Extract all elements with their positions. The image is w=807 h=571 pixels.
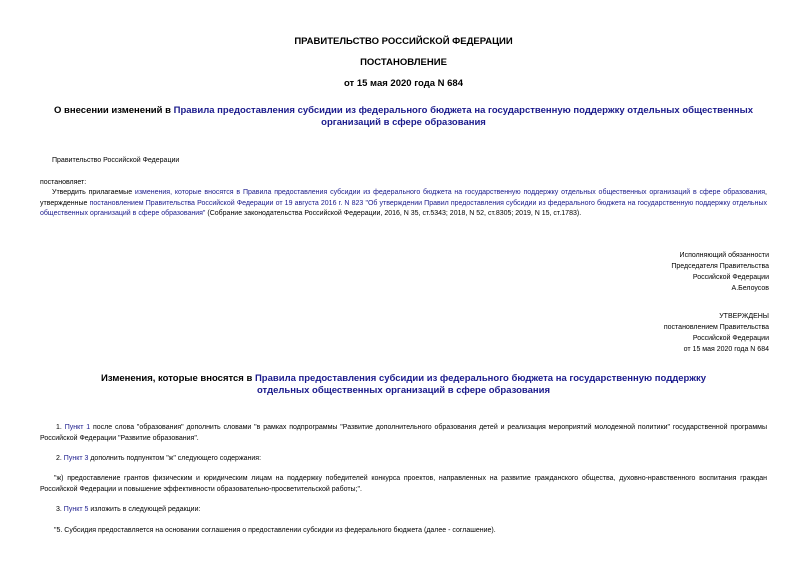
section-title: [80, 373, 727, 397]
approved-line-3: Российской Федерации: [692, 335, 769, 342]
signature-line-2: Председателя Правительства: [671, 263, 769, 270]
gov-line: Правительство Российской Федерации: [52, 157, 180, 164]
item-3-number: 3.: [56, 506, 64, 513]
item-1-number: 1.: [56, 424, 65, 431]
item-1: [40, 423, 767, 444]
doc-date: от 15 мая 2020 года N 684: [343, 78, 464, 89]
item-2: [56, 454, 261, 465]
p1-text-b: , утвержденные: [40, 189, 767, 207]
item-1-link[interactable]: Пункт 1: [64, 424, 91, 431]
item-3: [56, 505, 200, 516]
item-3-link[interactable]: Пункт 5: [63, 506, 89, 513]
resolution-paragraph: [40, 188, 767, 220]
item-2-text: дополнить подпунктом "ж" следующего содержания:: [88, 455, 262, 462]
item-2-quote: "ж) предоставление грантов физическим и юридическим лицам на поддержку победителей конкурса проектов, направленных на развитие гражданского общества, духовно-нравственного воспитания граждан Российской Федерации и повышение эффективности образовательно-просветительской работы;".: [40, 475, 767, 493]
item-1-text: после слова "образования" дополнить словами "в рамках подпрограммы "Развитие дополнительного образования детей и реализация мероприятий молодежной политики" государственной программы Российской Федерации "Развитие образования".: [40, 424, 767, 442]
approved-line-1: УТВЕРЖДЕНЫ: [719, 313, 769, 320]
p1-text-c: (Собрание законодательства Российской Федерации, 2016, N 35, ст.5343; 2018, N 52, ст.8305; 2019, N 15, ст.1783).: [205, 210, 582, 217]
decrees-line: постановляет:: [40, 179, 87, 186]
signature-line-1: Исполняющий обязанности: [679, 252, 769, 259]
government-heading: ПРАВИТЕЛЬСТВО РОССИЙСКОЙ ФЕДЕРАЦИИ: [294, 36, 513, 47]
signature-line-3: Российской Федерации: [692, 274, 769, 281]
item-3-text: изложить в следующей редакции:: [88, 506, 201, 513]
decree-823-link[interactable]: постановлением Правительства Российской Федерации от 19 августа 2016 г. N 823 "Об утверждении Правил предоставления субсидии из федерального бюджета на государственную поддержку отдельных общественных организаций в сфере образования": [40, 199, 767, 217]
document-title: [40, 105, 767, 129]
signature-name: А.Белоусов: [731, 285, 769, 292]
title-rules-link[interactable]: Правила предоставления субсидии из федерального бюджета на государственную поддержку отдельных общественных организаций в сфере образования: [173, 105, 753, 128]
item-2-number: 2.: [56, 455, 64, 462]
section-prefix: Изменения, которые вносятся в: [101, 373, 255, 384]
approved-line-2: постановлением Правительства: [663, 324, 769, 331]
item-2-link[interactable]: Пункт 3: [63, 455, 89, 462]
changes-link[interactable]: изменения, которые вносятся в Правила предоставления субсидии из федерального бюджета на государственную поддержку отдельных общественных организаций в сфере образования: [134, 189, 766, 196]
section-rules-link[interactable]: Правила предоставления субсидии из федерального бюджета на государственную поддержку отдельных общественных организаций в сфере образования: [254, 373, 706, 396]
approved-block: [664, 311, 769, 355]
item-3-quote: "5. Субсидия предоставляется на основании соглашения о предоставлении субсидии из федерального бюджета (далее - соглашение).: [54, 527, 496, 534]
title-prefix: О внесении изменений в: [54, 105, 174, 116]
signature-block: [671, 250, 769, 294]
approved-line-4: от 15 мая 2020 года N 684: [683, 346, 769, 353]
doc-type-heading: ПОСТАНОВЛЕНИЕ: [360, 57, 447, 68]
p1-text-a: Утвердить прилагаемые: [52, 189, 135, 196]
